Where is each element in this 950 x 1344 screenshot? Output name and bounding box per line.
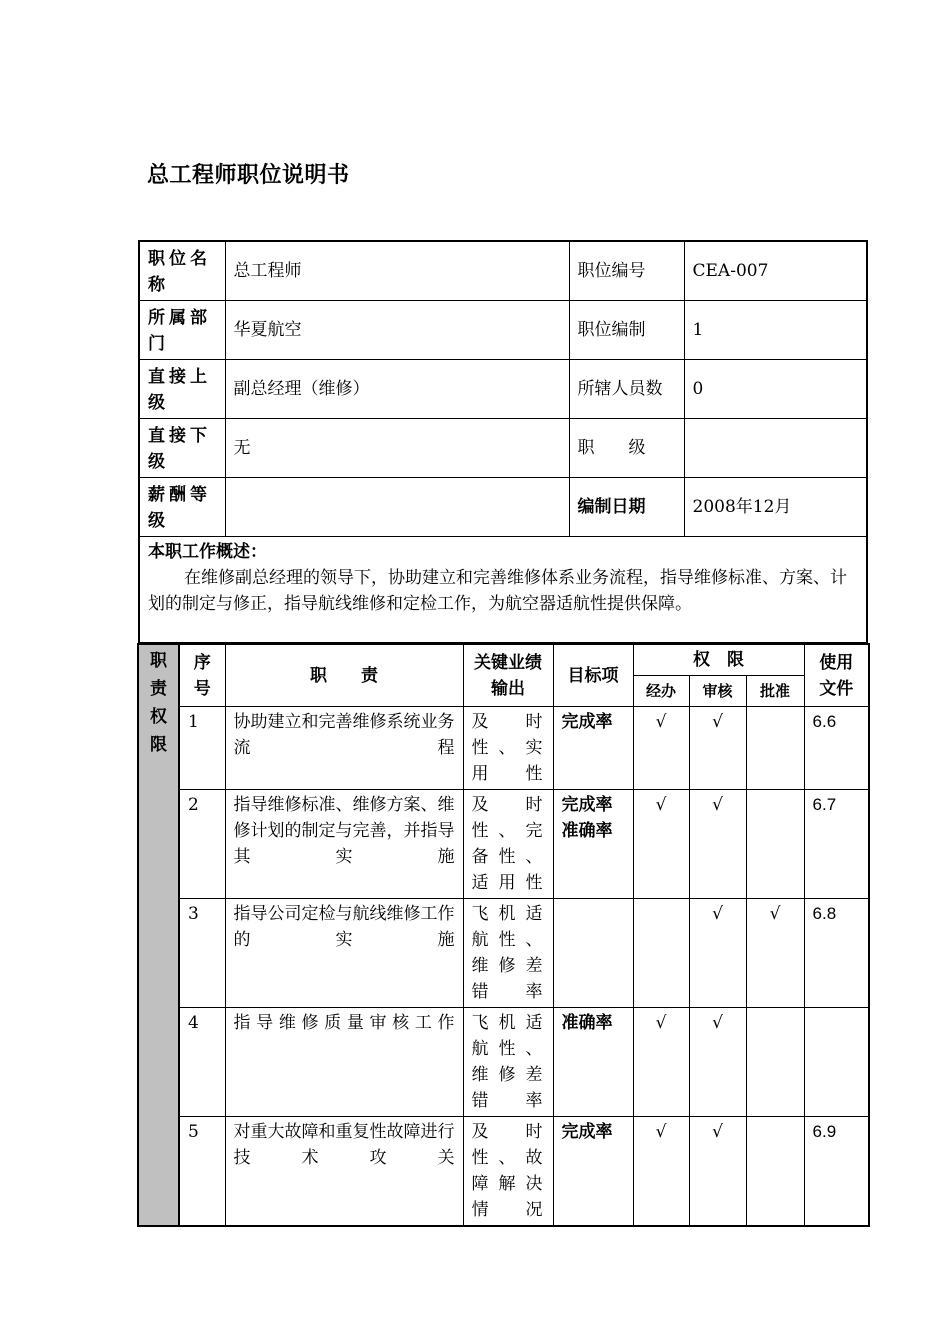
row-seq: 2 (179, 790, 225, 899)
row-file: 6.6 (804, 707, 869, 790)
row-approve (746, 1117, 804, 1227)
row-review: √ (689, 899, 746, 1008)
subordinates-count-value: 0 (684, 360, 867, 419)
table-row (138, 899, 869, 1008)
header-approve: 批准 (746, 676, 804, 707)
position-info-table (138, 240, 868, 644)
subordinates-count-label: 所辖人员数 (569, 360, 684, 419)
duty-authority-side-label: 职 责 权 限 (138, 644, 179, 1226)
row-target: 完成率 准确率 (553, 790, 633, 899)
row-duty: 指导维修质量审核工作 (225, 1008, 463, 1117)
salary-value (225, 478, 569, 537)
table-row (138, 790, 869, 899)
row-duty: 协助建立和完善维修系统业务流程 (225, 707, 463, 790)
position-code-value: CEA-007 (684, 241, 867, 301)
table-row (138, 1008, 869, 1117)
row-target: 完成率 (553, 1117, 633, 1227)
row-duty: 对重大故障和重复性故障进行技术攻关 (225, 1117, 463, 1227)
row-approve: √ (746, 899, 804, 1008)
header-file: 使用文件 (804, 644, 869, 707)
row-duty: 指导公司定检与航线维修工作的实施 (225, 899, 463, 1008)
row-handle: √ (633, 1008, 689, 1117)
row-review: √ (689, 1117, 746, 1227)
header-handle: 经办 (633, 676, 689, 707)
subordinate-label: 直接下级 (139, 419, 225, 478)
row-target: 准确率 (553, 1008, 633, 1117)
row-kpi: 及时性、故障解决情况 (463, 1117, 553, 1227)
header-authority: 权 限 (633, 644, 804, 676)
grade-label: 职 级 (569, 419, 684, 478)
document-title: 总工程师职位说明书 (147, 163, 350, 188)
grade-value (684, 419, 867, 478)
date-value: 2008年12月 (684, 478, 867, 537)
position-name-label: 职位名称 (139, 241, 225, 301)
row-seq: 3 (179, 899, 225, 1008)
header-review: 审核 (689, 676, 746, 707)
row-handle (633, 899, 689, 1008)
date-label: 编制日期 (569, 478, 684, 537)
headcount-value: 1 (684, 301, 867, 360)
row-approve (746, 790, 804, 899)
row-file (804, 1008, 869, 1117)
row-file: 6.7 (804, 790, 869, 899)
row-seq: 5 (179, 1117, 225, 1227)
department-value: 华夏航空 (225, 301, 569, 360)
row-approve (746, 1008, 804, 1117)
row-handle: √ (633, 707, 689, 790)
table-row (138, 1117, 869, 1227)
superior-label: 直接上级 (139, 360, 225, 419)
row-review: √ (689, 1008, 746, 1117)
position-name-value: 总工程师 (225, 241, 569, 301)
row-kpi: 飞机适航性、维修差错率 (463, 1008, 553, 1117)
job-summary-title: 本职工作概述： (148, 542, 267, 562)
job-summary (139, 537, 867, 643)
subordinate-value: 无 (225, 419, 569, 478)
row-kpi: 及时性、完备性、适用性 (463, 790, 553, 899)
header-target: 目标项 (553, 644, 633, 707)
table-row (138, 707, 869, 790)
row-approve (746, 707, 804, 790)
row-kpi: 及时性、实用性 (463, 707, 553, 790)
superior-value: 副总经理（维修） (225, 360, 569, 419)
row-seq: 1 (179, 707, 225, 790)
row-target (553, 899, 633, 1008)
row-handle: √ (633, 790, 689, 899)
headcount-label: 职位编制 (569, 301, 684, 360)
position-code-label: 职位编号 (569, 241, 684, 301)
row-review: √ (689, 707, 746, 790)
row-duty: 指导维修标准、维修方案、维修计划的制定与完善，并指导其实施 (225, 790, 463, 899)
header-duty: 职 责 (225, 644, 463, 707)
row-kpi: 飞机适航性、维修差错率 (463, 899, 553, 1008)
row-file: 6.8 (804, 899, 869, 1008)
duty-authority-table (137, 643, 870, 1227)
header-kpi: 关键业绩输出 (463, 644, 553, 707)
row-handle: √ (633, 1117, 689, 1227)
department-label: 所属部门 (139, 301, 225, 360)
job-summary-text: 在维修副总经理的领导下，协助建立和完善维修体系业务流程，指导维修标准、方案、计划的制定与修正，指导航线维修和定检工作，为航空器适航性提供保障。 (148, 568, 847, 614)
header-seq: 序号 (179, 644, 225, 707)
row-seq: 4 (179, 1008, 225, 1117)
salary-label: 薪酬等级 (139, 478, 225, 537)
row-target: 完成率 (553, 707, 633, 790)
row-review: √ (689, 790, 746, 899)
row-file: 6.9 (804, 1117, 869, 1227)
